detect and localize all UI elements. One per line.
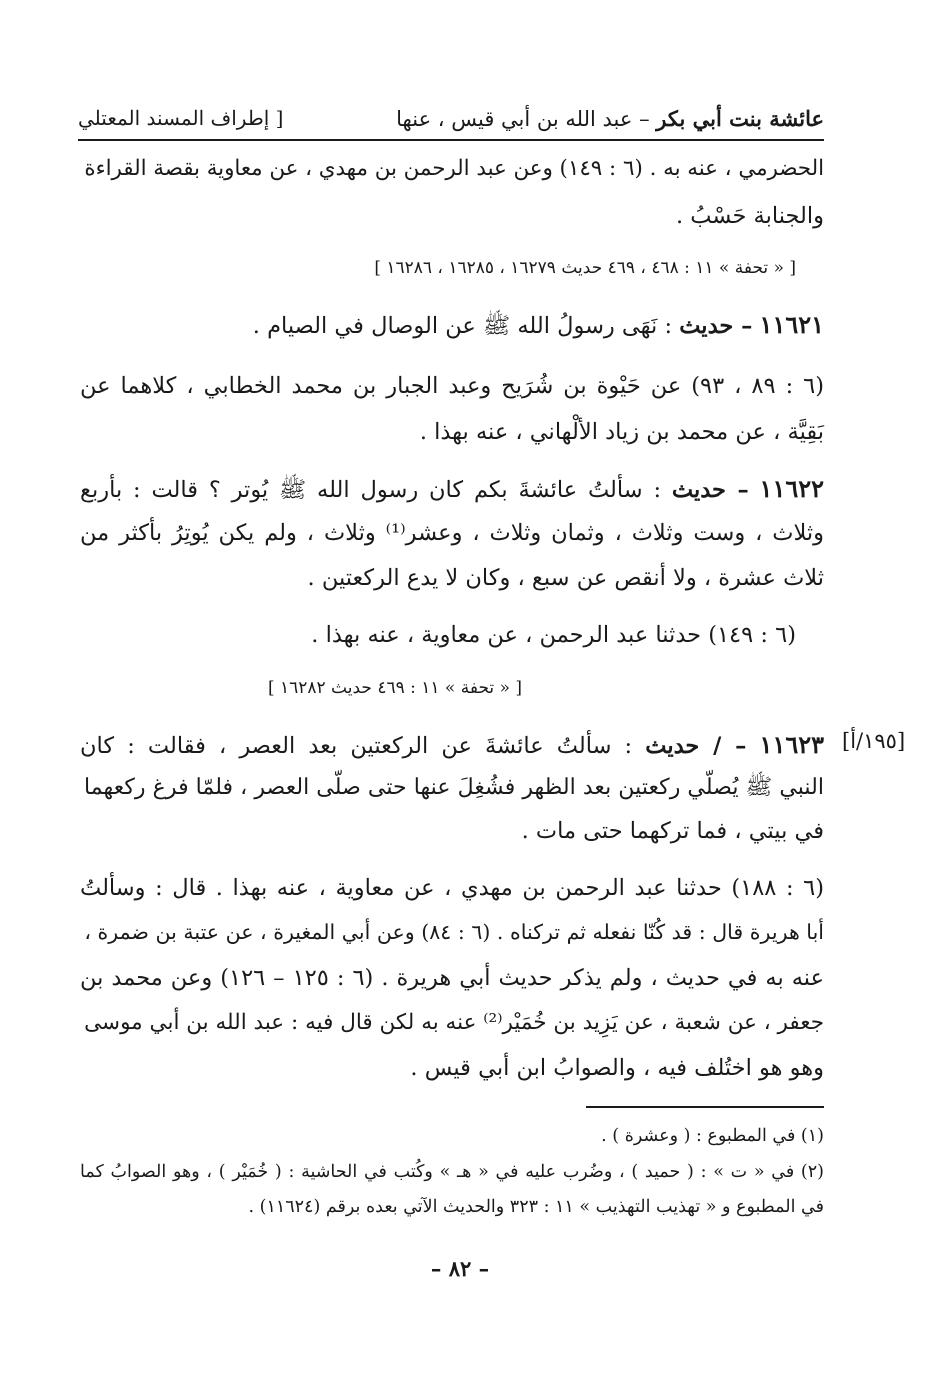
footnote-2-continued: في المطبوع و « تهذيب التهذيب » ١١ : ٣٢٣ والحديث الآتي بعده برقم (١١٦٢٤) . (248, 1197, 824, 1217)
text-line: النبي ﷺ يُصلّي ركعتين بعد الظهر فشُغِلَ عنها حتى صلّى العصر ، فلمّا فرغ ركعهما (84, 774, 824, 800)
text-line: في بيتي ، فما تركهما حتى مات . (521, 818, 824, 844)
hadith-label: – حديث (671, 477, 749, 503)
hadith-heading-11621 (80, 310, 824, 339)
hadith-number: ١١٦٢٣ (759, 730, 824, 759)
footnote-2: (٢) في « ت » : ( حميد ) ، وضُرب عليه في « هـ » وكُتب في الحاشية : ( خُمَيْر ) ، وهو الصوابُ كما (80, 1162, 824, 1182)
text-line: بَقِيَّة ، عن محمد بن زياد الألْهاني ، عنه بهذا . (419, 419, 824, 445)
hadith-text: : سألتُ عائشةَ بكم كان رسول الله ﷺ يُوتر ؟ قالت : بأربع (80, 477, 672, 503)
header-chapter-bold: عائشة بنت أبي بكر (656, 105, 824, 131)
text-line: (٦ : ٨٩ ، ٩٣) عن حَيْوة بن شُرَيح وعبد الجبار بن محمد الخطابي ، كلاهما عن (80, 373, 824, 399)
text-line: عنه به في حديث ، ولم يذكر حديث أبي هريرة . (٦ : ١٢٥ – ١٢٦) وعن محمد بن (80, 965, 824, 991)
running-header (78, 100, 824, 136)
hadith-heading-11623 (80, 730, 824, 759)
header-chapter-title (396, 106, 824, 131)
hadith-label: – حديث (679, 313, 753, 339)
hadith-label: – / حديث (645, 733, 747, 759)
page-number: – ٨٢ – (430, 1256, 490, 1281)
folio-marker: [١٩٥/أ] (842, 729, 906, 753)
text-line: والجنابة حَسْبُ . (676, 203, 824, 229)
text-line: الحضرمي ، عنه به . (٦ : ١٤٩) وعن عبد الرحمن بن مهدي ، عن معاوية بقصة القراءة (84, 156, 824, 181)
header-book-title: [ إطراف المسند المعتلي (78, 106, 284, 130)
hadith-heading-11622 (80, 474, 824, 503)
text-line: جعفر ، عن شعبة ، عن يَزِيد بن خُمَيْر⁽²⁾ عنه به لكن قال فيه : عبد الله بن أبي موسى (84, 1010, 824, 1035)
hadith-number: ١١٦٢١ (759, 310, 824, 339)
hadith-text: : نَهَى رسولُ الله ﷺ عن الوصال في الصيام . (252, 313, 680, 339)
text-line: ثلاث عشرة ، ولا أنقص عن سبع ، وكان لا يدع الركعتين . (307, 565, 824, 591)
text-line: وثلاث ، وست وثلاث ، وثمان وثلاث ، وعشر⁽¹⁾ وثلاث ، ولم يكن يُوتِرُ بأكثر من (80, 520, 824, 546)
tuhfa-reference: [ « تحفة » ١١ : ٤٦٩ حديث ١٦٢٨٢ ] (267, 678, 522, 698)
tuhfa-reference: [ « تحفة » ١١ : ٤٦٨ ، ٤٦٩ حديث ١٦٢٧٩ ، ١٦٢٨٥ ، ١٦٢٨٦ ] (374, 258, 796, 278)
footnote-1: (١) في المطبوع : ( وعشرة ) . (601, 1126, 824, 1146)
text-line: (٦ : ١٨٨) حدثنا عبد الرحمن بن مهدي ، عن معاوية ، عنه بهذا . قال : وسألتُ (79, 875, 824, 901)
hadith-number: ١١٦٢٢ (759, 474, 824, 503)
text-line: وهو هو اختُلف فيه ، والصوابُ ابن أبي قيس . (410, 1055, 824, 1081)
text-line: أبا هريرة قال : قد كُنّا نفعله ثم تركناه . (٦ : ٨٤) وعن أبي المغيرة ، عن عتبة بن ضمرة ، (84, 920, 824, 944)
header-divider (78, 139, 824, 141)
hadith-text: : سألتُ عائشةَ عن الركعتين بعد العصر ، فقالت : كان (80, 733, 646, 759)
header-chapter-rest: – عبد الله بن أبي قيس ، عنها (396, 106, 657, 131)
text-line: (٦ : ١٤٩) حدثنا عبد الرحمن ، عن معاوية ، عنه بهذا . (311, 622, 796, 648)
footnote-divider (586, 1106, 824, 1108)
